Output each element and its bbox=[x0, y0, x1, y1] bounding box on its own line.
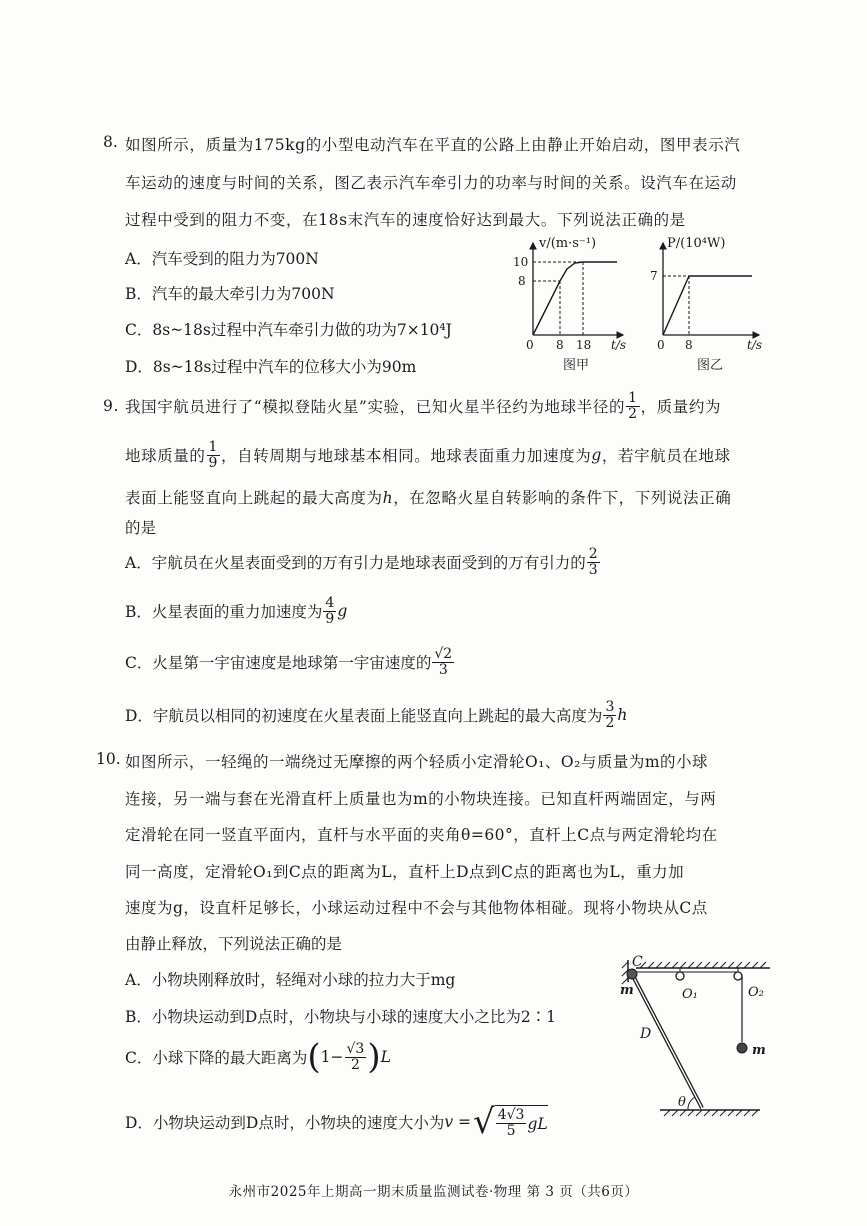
q10-option-a: A．小物块刚释放时，轻绳对小球的拉力大于mg bbox=[125, 971, 456, 989]
q10-line-2: 连接，另一端与套在光滑直杆上质量也为m的小物块连接。已知直杆两端固定，与两 bbox=[125, 790, 717, 808]
q10-ground-hatch bbox=[664, 1110, 758, 1116]
q10-number: 10. bbox=[96, 750, 121, 768]
q10-label-o2: O₂ bbox=[748, 985, 764, 1000]
q9-option-c-fraction-d: 3 bbox=[438, 661, 448, 678]
q9-option-c-text: C．火星第一宇宙速度是地球第一宇宙速度的 bbox=[125, 654, 432, 672]
q8-line-1: 如图所示，质量为175kg的小型电动汽车在平直的公路上由静止开始启动，图甲表示汽 bbox=[125, 136, 741, 154]
q10-option-d bbox=[125, 1095, 548, 1149]
q10-line-6: 由静止释放，下列说法正确的是 bbox=[125, 935, 343, 953]
q8-velocity-xtick-18: 18 bbox=[576, 338, 592, 352]
q10-block bbox=[627, 969, 637, 979]
q10-option-c-fraction bbox=[345, 1042, 367, 1072]
q8-option-c: C．8s~18s过程中汽车牵引力做的功为7×10⁴J bbox=[125, 321, 452, 339]
q8-line-3: 过程中受到的阻力不变，在18s末汽车的速度恰好达到最大。下列说法正确的是 bbox=[125, 211, 686, 229]
q9-option-b-fraction bbox=[323, 596, 336, 626]
q9-symbol-h: h bbox=[382, 489, 394, 507]
q8-power-curve bbox=[663, 276, 752, 335]
q8-power-xtick-8: 8 bbox=[685, 338, 693, 352]
q10-label-m1: m bbox=[620, 983, 634, 998]
q9-option-b-text: B．火星表面的重力加速度为 bbox=[125, 603, 323, 621]
q9-option-a-fraction-d: 3 bbox=[588, 561, 598, 578]
q9-number: 9. bbox=[103, 397, 119, 415]
q9-line-3-text: 表面上能竖直向上跳起的最大高度为 bbox=[125, 489, 383, 507]
q8-power-ytick-7: 7 bbox=[650, 269, 658, 283]
q9-line-1-tail: ，质量约为 bbox=[640, 398, 722, 416]
q9-option-b-g: g bbox=[337, 602, 348, 620]
q9-fraction-ninth-d: 9 bbox=[208, 454, 219, 471]
q10-pulley-o2 bbox=[734, 972, 742, 980]
q10-option-d-fraction-d: 5 bbox=[506, 1123, 516, 1139]
q8-option-b: B．汽车的最大牵引力为700N bbox=[125, 285, 335, 303]
q8-power-ylabel: P/(10⁴W) bbox=[667, 236, 726, 251]
q10-option-c-L: L bbox=[380, 1048, 391, 1066]
q9-symbol-g: g bbox=[591, 446, 602, 464]
q10-option-b: B．小物块运动到D点时，小物块与小球的速度大小之比为2∶1 bbox=[125, 1008, 557, 1026]
q8-velocity-ylabel: v/(m·s⁻¹) bbox=[539, 236, 597, 251]
q10-option-d-radicand bbox=[495, 1105, 548, 1138]
q10-option-c-rparen: ) bbox=[367, 1037, 381, 1077]
q9-option-a bbox=[125, 544, 601, 580]
q8-number: 8. bbox=[103, 133, 118, 151]
q9-line-2-text: 地球质量的 bbox=[125, 447, 206, 465]
q9-line-2-tail: ，若宇航员在地球 bbox=[601, 447, 731, 465]
q9-option-c bbox=[125, 643, 455, 681]
q10-option-d-fraction bbox=[496, 1108, 527, 1138]
q10-option-c-one-minus: 1− bbox=[320, 1048, 344, 1066]
q10-label-theta: θ bbox=[678, 1095, 686, 1110]
q10-label-c: C bbox=[632, 954, 643, 970]
q10-line-5: 速度为g，设直杆足够长，小球运动过程中不会与其他物体相碰。现将小物块从C点 bbox=[125, 899, 708, 917]
q10-option-c-fraction-d: 2 bbox=[350, 1056, 360, 1073]
q8-power-graph bbox=[647, 235, 777, 377]
q10-label-o1: O₁ bbox=[682, 987, 698, 1002]
q10-option-d-sqrt bbox=[473, 1102, 548, 1142]
q9-fraction-ninth-n: 1 bbox=[208, 438, 219, 455]
q9-line-3 bbox=[125, 486, 731, 508]
q9-fraction-half bbox=[626, 391, 640, 421]
q10-option-d-radical: √ bbox=[473, 1102, 495, 1142]
q10-option-c bbox=[125, 1032, 391, 1082]
q10-option-d-fraction-n: 4√3 bbox=[497, 1107, 525, 1124]
q8-velocity-xtick-0: 0 bbox=[526, 338, 534, 352]
q8-line-2: 车运动的速度与时间的关系，图乙表示汽车牵引力的功率与时间的关系。设汽车在运动 bbox=[125, 174, 737, 192]
q10-pulley-diagram bbox=[610, 950, 780, 1130]
q9-option-d-h: h bbox=[617, 706, 628, 724]
q9-option-a-fraction-n: 2 bbox=[588, 545, 598, 562]
q9-fraction-half-d: 2 bbox=[628, 405, 638, 422]
q9-option-b-fraction-d: 9 bbox=[325, 610, 335, 627]
q9-fraction-half-n: 1 bbox=[628, 389, 638, 406]
q10-pulley-o1 bbox=[676, 972, 684, 980]
q9-option-c-fraction bbox=[432, 647, 454, 677]
q9-option-a-text: A．宇航员在火星表面受到的万有引力是地球表面受到的万有引力的 bbox=[125, 554, 586, 572]
q9-line-2 bbox=[125, 437, 731, 473]
q8-velocity-graph bbox=[505, 235, 635, 377]
q8-power-xtick-0: 0 bbox=[657, 338, 665, 352]
q9-option-b-fraction-n: 4 bbox=[325, 594, 335, 611]
q9-option-d bbox=[125, 697, 627, 733]
q8-velocity-ytick-8: 8 bbox=[518, 274, 526, 288]
q10-ceiling-hatch bbox=[640, 962, 766, 968]
q10-option-d-text: D．小物块运动到D点时，小物块的速度大小为 bbox=[125, 1114, 445, 1132]
q10-option-c-lparen: ( bbox=[307, 1037, 321, 1077]
q10-label-m2: m bbox=[752, 1043, 766, 1058]
q9-option-d-fraction bbox=[603, 700, 616, 730]
q9-line-4: 的是 bbox=[125, 519, 157, 537]
q10-ball bbox=[737, 1043, 747, 1053]
q10-line-4: 同一高度，定滑轮O₁到C点的距离为L，直杆上D点到C点的距离也为L，重力加 bbox=[125, 863, 685, 881]
q8-option-d: D．8s~18s过程中汽车的位移大小为90m bbox=[125, 358, 417, 376]
q9-option-d-fraction-d: 2 bbox=[605, 714, 615, 731]
q8-power-caption: 图乙 bbox=[697, 358, 724, 373]
q8-power-xlabel: t/s bbox=[747, 338, 763, 352]
q9-line-2-mid: ，自转周期与地球基本相同。地球表面重力加速度为 bbox=[221, 447, 592, 465]
q8-velocity-xlabel: t/s bbox=[611, 338, 627, 352]
q10-option-d-v: v = bbox=[444, 1113, 472, 1131]
q8-velocity-ytick-10: 10 bbox=[513, 255, 529, 269]
q8-velocity-curve bbox=[533, 262, 617, 335]
q9-line-3-tail: ，在忽略火星自转影响的条件下，下列说法正确 bbox=[393, 489, 732, 507]
q9-option-c-fraction-n: √2 bbox=[434, 645, 453, 662]
q10-line-3: 定滑轮在同一竖直平面内，直杆与水平面的夹角θ=60°，直杆上C点与两定滑轮均在 bbox=[125, 826, 718, 844]
q10-option-c-text: C．小球下降的最大距离为 bbox=[125, 1049, 308, 1067]
q9-option-b bbox=[125, 593, 347, 629]
q8-velocity-caption: 图甲 bbox=[563, 358, 590, 373]
q9-option-a-fraction bbox=[587, 547, 600, 577]
q10-option-c-fraction-n: √3 bbox=[346, 1040, 365, 1057]
q10-option-d-gL: gL bbox=[527, 1114, 548, 1133]
q9-line-1-text: 我国宇航员进行了“模拟登陆火星”实验，已知火星半径约为地球半径的 bbox=[125, 398, 626, 416]
q8-option-a: A．汽车受到的阻力为700N bbox=[125, 250, 319, 268]
q8-velocity-xtick-8: 8 bbox=[556, 338, 564, 352]
q9-fraction-ninth bbox=[207, 440, 221, 470]
page-footer: 永州市2025年上期高一期末质量监测试卷·物理 第 3 页（共6页） bbox=[228, 1184, 639, 1200]
q9-option-d-fraction-n: 3 bbox=[605, 698, 615, 715]
q9-option-d-text: D．宇航员以相同的初速度在火星表面上能竖直向上跳起的最大高度为 bbox=[125, 707, 603, 725]
q10-line-1: 如图所示，一轻绳的一端绕过无摩擦的两个轻质小定滑轮O₁、O₂与质量为m的小球 bbox=[125, 753, 709, 771]
q10-label-d: D bbox=[640, 1026, 652, 1042]
q10-angle-arc bbox=[688, 1097, 695, 1110]
q9-line-1 bbox=[103, 388, 721, 424]
